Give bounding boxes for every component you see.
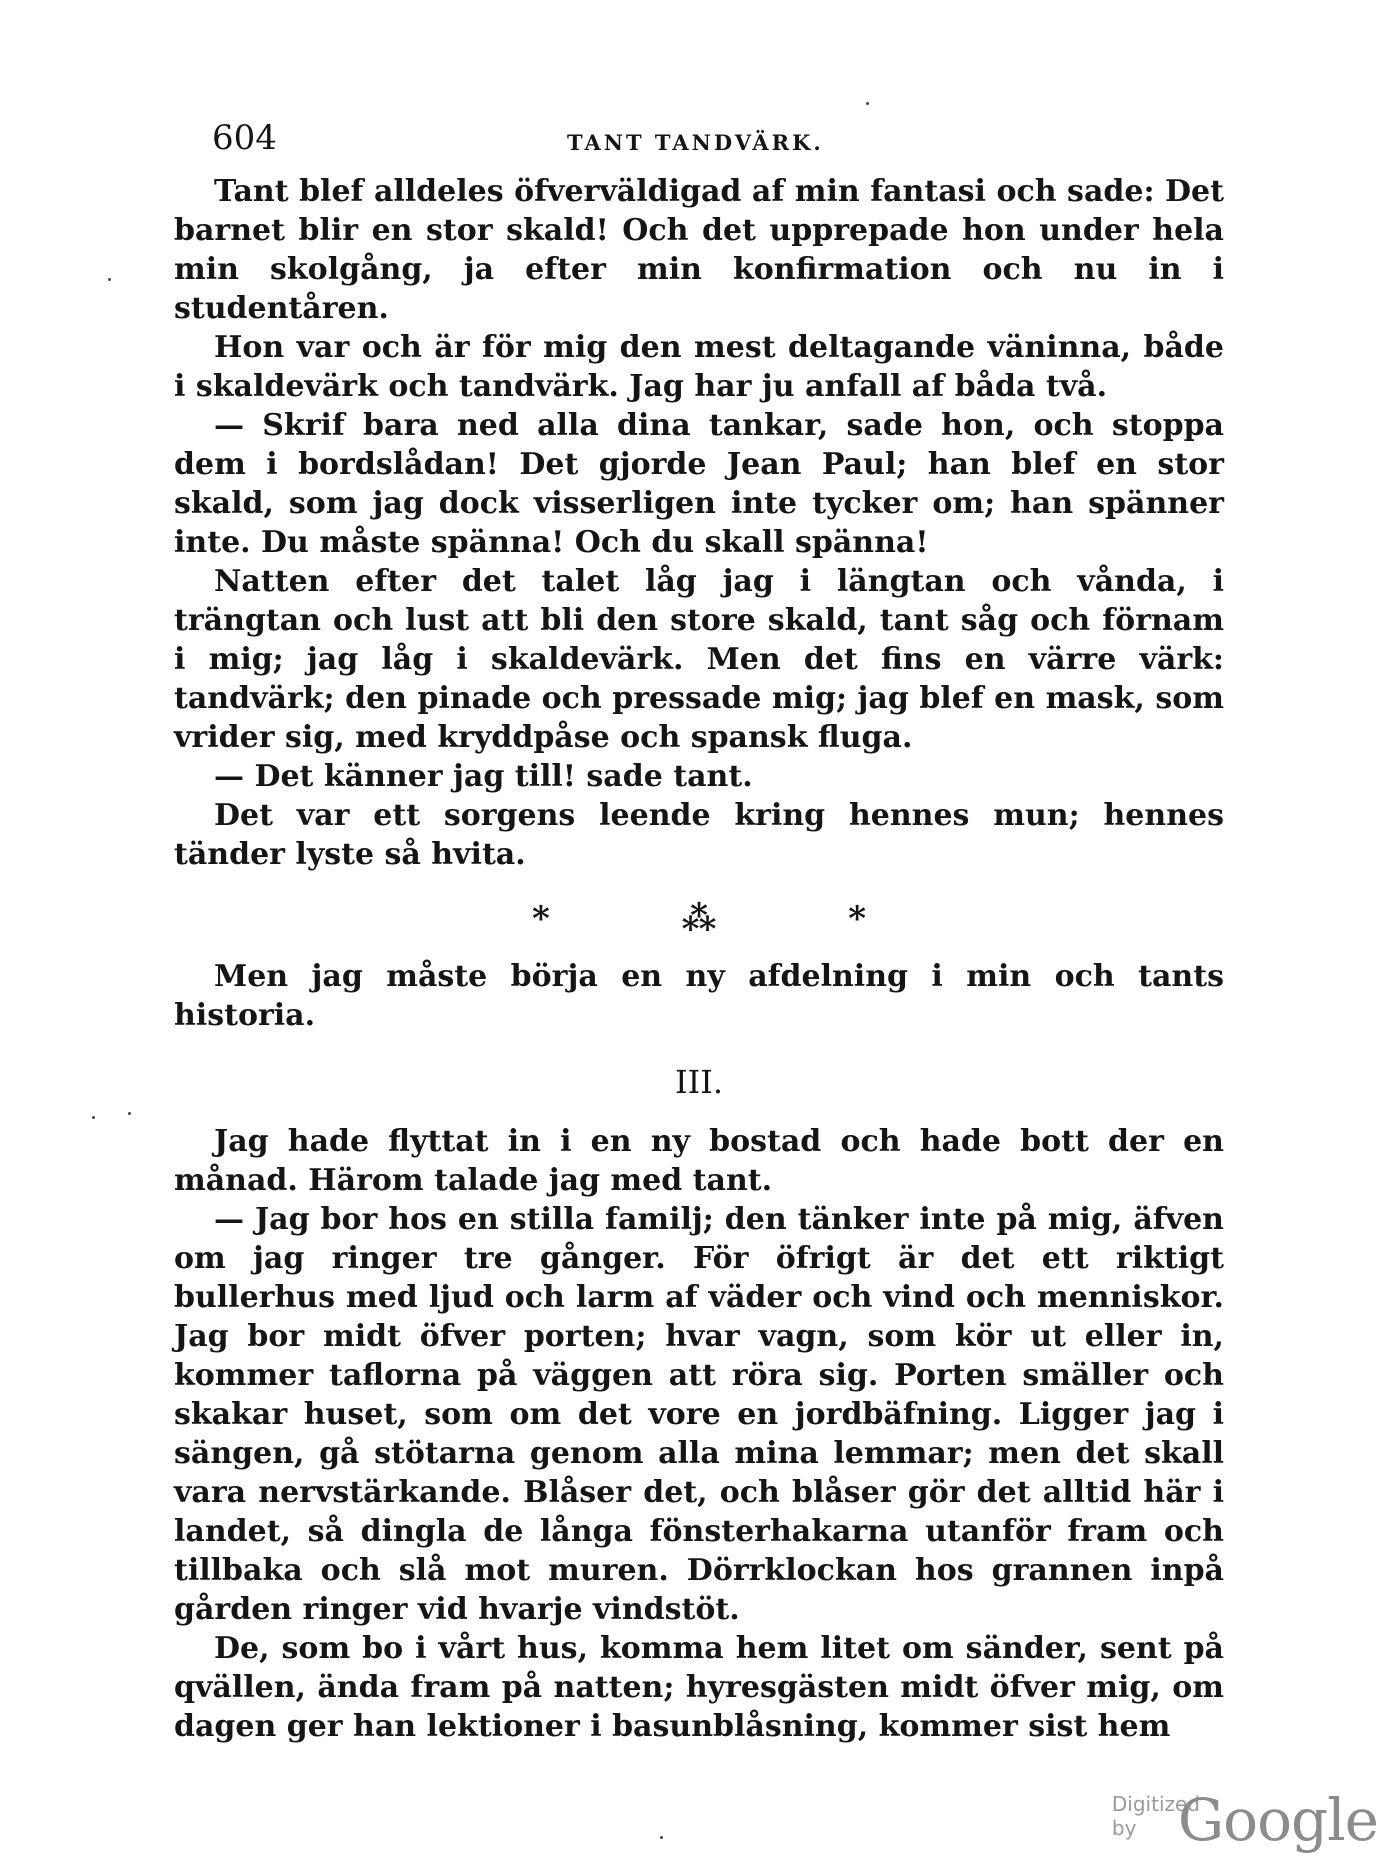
- print-speck: [108, 278, 111, 281]
- print-speck: [128, 1112, 131, 1115]
- section-break-ornament: * ⁂ *: [531, 899, 926, 939]
- print-speck: [866, 102, 869, 105]
- digitized-label: Digitized by: [1111, 1792, 1200, 1840]
- paragraph: Tant blef alldeles öfverväldigad af min fantasi och sade: Det barnet blir en stor skald! Och det upprepade hon under hela min skolgång, ja efter min konfirmation och nu in i studentåren.: [174, 174, 1224, 326]
- dialogue-paragraph: — Skrif bara ned alla dina tankar, sade hon, och stoppa dem i bordslådan! Det gjorde Jean Paul; han blef en stor skald, som jag dock visserligen inte tycker om; han spänner inte. Du måste spänna! Och du skall spänna!: [174, 408, 1224, 560]
- chapter-heading: III.: [674, 1063, 724, 1101]
- print-speck: [660, 1836, 663, 1839]
- paragraph: Men jag måste börja en ny afdelning i min och tants historia.: [174, 959, 1224, 1033]
- paragraph: Natten efter det talet låg jag i längtan och vånda, i trängtan och lust att bli den store skald, tant såg och förnam i mig; jag låg i skaldevärk. Men det fins en värre värk: tandvärk; den pinade och pressade mig; jag blef en mask, som vrider sig, med kryddpåse och spansk fluga.: [174, 564, 1224, 755]
- paragraph: De, som bo i vårt hus, komma hem litet om sänder, sent på qvällen, ända fram på natten; hyresgästen midt öfver mig, om dagen ger han lektioner i basunblåsning, kommer sist hem: [174, 1631, 1224, 1744]
- paragraph: Jag hade flyttat in i en ny bostad och hade bott der en månad. Härom talade jag med tant.: [174, 1124, 1224, 1198]
- dialogue-paragraph: — Jag bor hos en stilla familj; den tänker inte på mig, äfven om jag ringer tre gånger. För öfrigt är det ett riktigt bullerhus med ljud och larm af väder och vind och menniskor. Jag bor midt öfver porten; hvar vagn, som kör ut eller in, kommer taflorna på väggen att röra sig. Porten smäller och skakar huset, som om det vore en jordbäfning. Ligger jag i sängen, gå stötarna genom alla mina lemmar; men det skall vara nervstärkande. Blåser det, och blåser gör det alltid här i landet, så dingla de långa fönsterhakarna utanför fram och tillbaka och slå mot muren. Dörrklockan hos grannen inpå gården ringer vid hvarje vindstöt.: [174, 1202, 1224, 1627]
- page-body: [174, 172, 1224, 1746]
- dialogue-paragraph: — Det känner jag till! sade tant.: [214, 759, 753, 794]
- google-logo: Google: [1177, 1786, 1378, 1854]
- print-speck: [92, 1116, 95, 1119]
- page-number: 604: [212, 118, 277, 158]
- paragraph: Hon var och är för mig den mest deltagande väninna, både i skaldevärk och tandvärk. Jag har ju anfall af båda två.: [174, 330, 1224, 404]
- paragraph: Det var ett sorgens leende kring hennes mun; hennes tänder lyste så hvita.: [174, 798, 1224, 872]
- running-title: TANT TANDVÄRK.: [567, 130, 824, 155]
- page-header: [212, 118, 1224, 168]
